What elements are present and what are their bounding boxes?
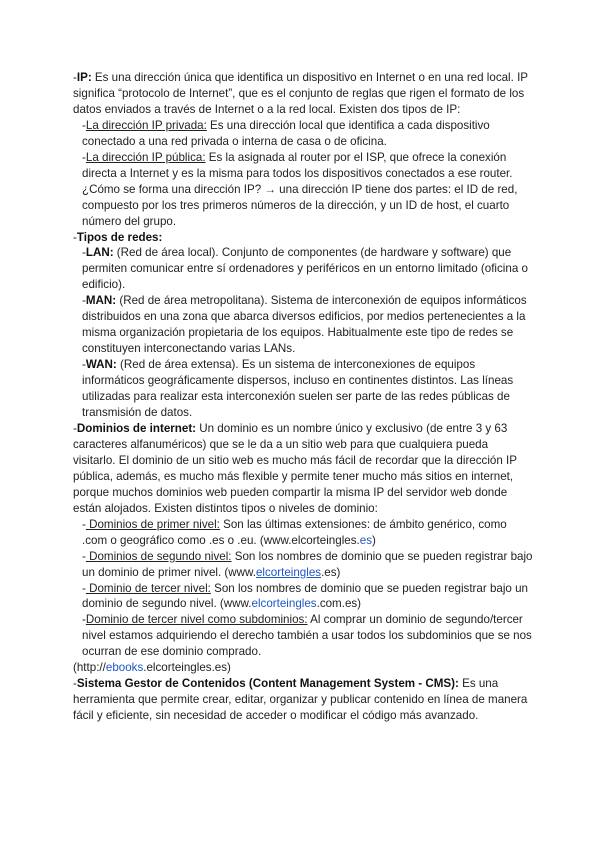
redes-heading: Tipos de redes: xyxy=(76,230,163,244)
dominios-text: Un dominio es un nombre único y exclusivo (de entre 3 y 63 caracteres alfanuméricos) que se le da a un sitio web para que cualquiera pueda visitarlo. El dominio de un sitio web es mucho más fácil de recordar que la dirección IP pública, además, es mucho más flexible y permite tener mucho más sitios en internet, porque muchos dominios web pueden compartir la misma IP del servidor web donde están alojados. Existen distintos tipos o niveles de dominio: xyxy=(73,421,517,515)
dominios-paragraph xyxy=(73,421,533,517)
wan-text: (Red de área extensa). Es un sistema de interconexiones de equipos informáticos geográficamente dispersos, incluso en continentes distintos. Las líneas utilizadas para realizar esta interconexión suelen ser parte de las redes públicas de transmisión de datos. xyxy=(82,358,514,420)
link-ebooks[interactable]: ebooks xyxy=(105,661,144,675)
redes-heading-paragraph xyxy=(73,230,533,246)
man-item xyxy=(73,293,533,357)
document-page xyxy=(73,70,533,724)
dominio-tercer-text: Son los nombres de dominio que se pueden registrar bajo un dominio de segundo nivel. (www. xyxy=(82,581,528,611)
ip-private-label: La dirección IP privada: xyxy=(85,118,207,132)
dash: - xyxy=(82,294,86,308)
ip-public-item xyxy=(73,150,533,230)
link-elcorteingles[interactable]: elcorteingles xyxy=(251,597,317,611)
ip-public-text: Es la asignada al router por el ISP, que ofrece la conexión directa a Internet y es la misma para todos los dispositivos conectados a ese router. ¿Cómo se forma una dirección IP? → una dirección IP tiene dos partes: el ID de red, compuesto por los tres primeros números de la dirección, y un ID de host, el cuarto número del grupo. xyxy=(82,150,518,228)
dash: - xyxy=(82,118,86,132)
dash: - xyxy=(82,150,86,164)
url-prefix: (http:// xyxy=(73,661,106,675)
ip-private-item xyxy=(73,118,533,150)
subdominio-text: Al comprar un dominio de segundo/tercer nivel estamos adquiriendo el derecho también a usar todos los subdominios que se nos ocurran de ese dominio comprado. xyxy=(82,613,532,659)
dash: - xyxy=(82,581,86,595)
ip-paragraph xyxy=(73,70,533,118)
lan-label: LAN: xyxy=(85,246,114,260)
dash: - xyxy=(82,613,86,627)
subdominio-item xyxy=(73,612,533,660)
dominio-segundo-item xyxy=(73,549,533,581)
ip-private-text: Es una dirección local que identifica a cada dispositivo conectado a una red privada o interna de casa o de oficina. xyxy=(82,118,490,148)
dominio-segundo-text: Son los nombres de dominio que se pueden registrar bajo un dominio de primer nivel. (www. xyxy=(82,549,533,579)
domain-suffix: .elcorteingles.es) xyxy=(143,661,231,675)
cms-text: Es una herramienta que permite crear, editar, organizar y publicar contenido en línea de manera fácil y eficiente, sin necesidad de acceder o modificar el código más avanzado. xyxy=(73,677,528,723)
dash: - xyxy=(73,230,77,244)
wan-label: WAN: xyxy=(85,358,117,372)
paren: ) xyxy=(372,533,376,547)
dominio-primer-text: Son las últimas extensiones: de ámbito genérico, como .com o geográfico como .es o .eu. (www.elcorteingles. xyxy=(82,517,507,547)
wan-item xyxy=(73,357,533,421)
domain-suffix: .es) xyxy=(321,565,341,579)
dash: - xyxy=(73,71,77,84)
subdominio-label: Dominio de tercer nivel como subdominios: xyxy=(85,613,308,627)
dominio-primer-label: Dominios de primer nivel: xyxy=(85,517,220,531)
ip-heading: IP: xyxy=(76,71,92,84)
dominio-tercer-label: Dominio de tercer nivel: xyxy=(85,581,211,595)
dominio-segundo-label: Dominios de segundo nivel: xyxy=(85,549,232,563)
dash: - xyxy=(73,421,77,435)
dash: - xyxy=(82,517,86,531)
link-es[interactable]: es xyxy=(359,533,372,547)
cms-paragraph xyxy=(73,676,533,724)
dash: - xyxy=(82,358,86,372)
dash: - xyxy=(82,246,86,260)
ip-public-label: La dirección IP pública: xyxy=(85,150,206,164)
lan-item xyxy=(73,245,533,293)
ip-text: Es una dirección única que identifica un dispositivo en Internet o en una red local. IP significa “protocolo de Internet”, que es el conjunto de reglas que rigen el formato de los datos enviados a través de Internet o a la red local. Existen dos tipos de IP: xyxy=(73,71,528,116)
man-label: MAN: xyxy=(85,294,117,308)
lan-text: (Red de área local). Conjunto de componentes (de hardware y software) que permiten comunicar entre sí ordenadores y periféricos en un entorno limitado (oficina o edificio). xyxy=(82,246,528,292)
dominios-heading: Dominios de internet: xyxy=(76,421,197,435)
man-text: (Red de área metropolitana). Sistema de interconexión de equipos informáticos distribuidos en una zona que abarca diversos edificios, por medios pertenecientes a la misma organización propietaria de los equipos. Habitualmente este tipo de redes se constituyen interconectando varias LANs. xyxy=(82,294,527,356)
cms-heading: Sistema Gestor de Contenidos (Content Management System - CMS): xyxy=(76,677,459,691)
link-elcorteingles[interactable]: elcorteingles xyxy=(255,565,322,579)
dash: - xyxy=(82,549,86,563)
dash: - xyxy=(73,677,77,691)
subdominio-example xyxy=(73,660,533,676)
dominio-tercer-item xyxy=(73,581,533,613)
dominio-primer-item xyxy=(73,517,533,549)
domain-suffix: .com.es) xyxy=(316,597,362,611)
